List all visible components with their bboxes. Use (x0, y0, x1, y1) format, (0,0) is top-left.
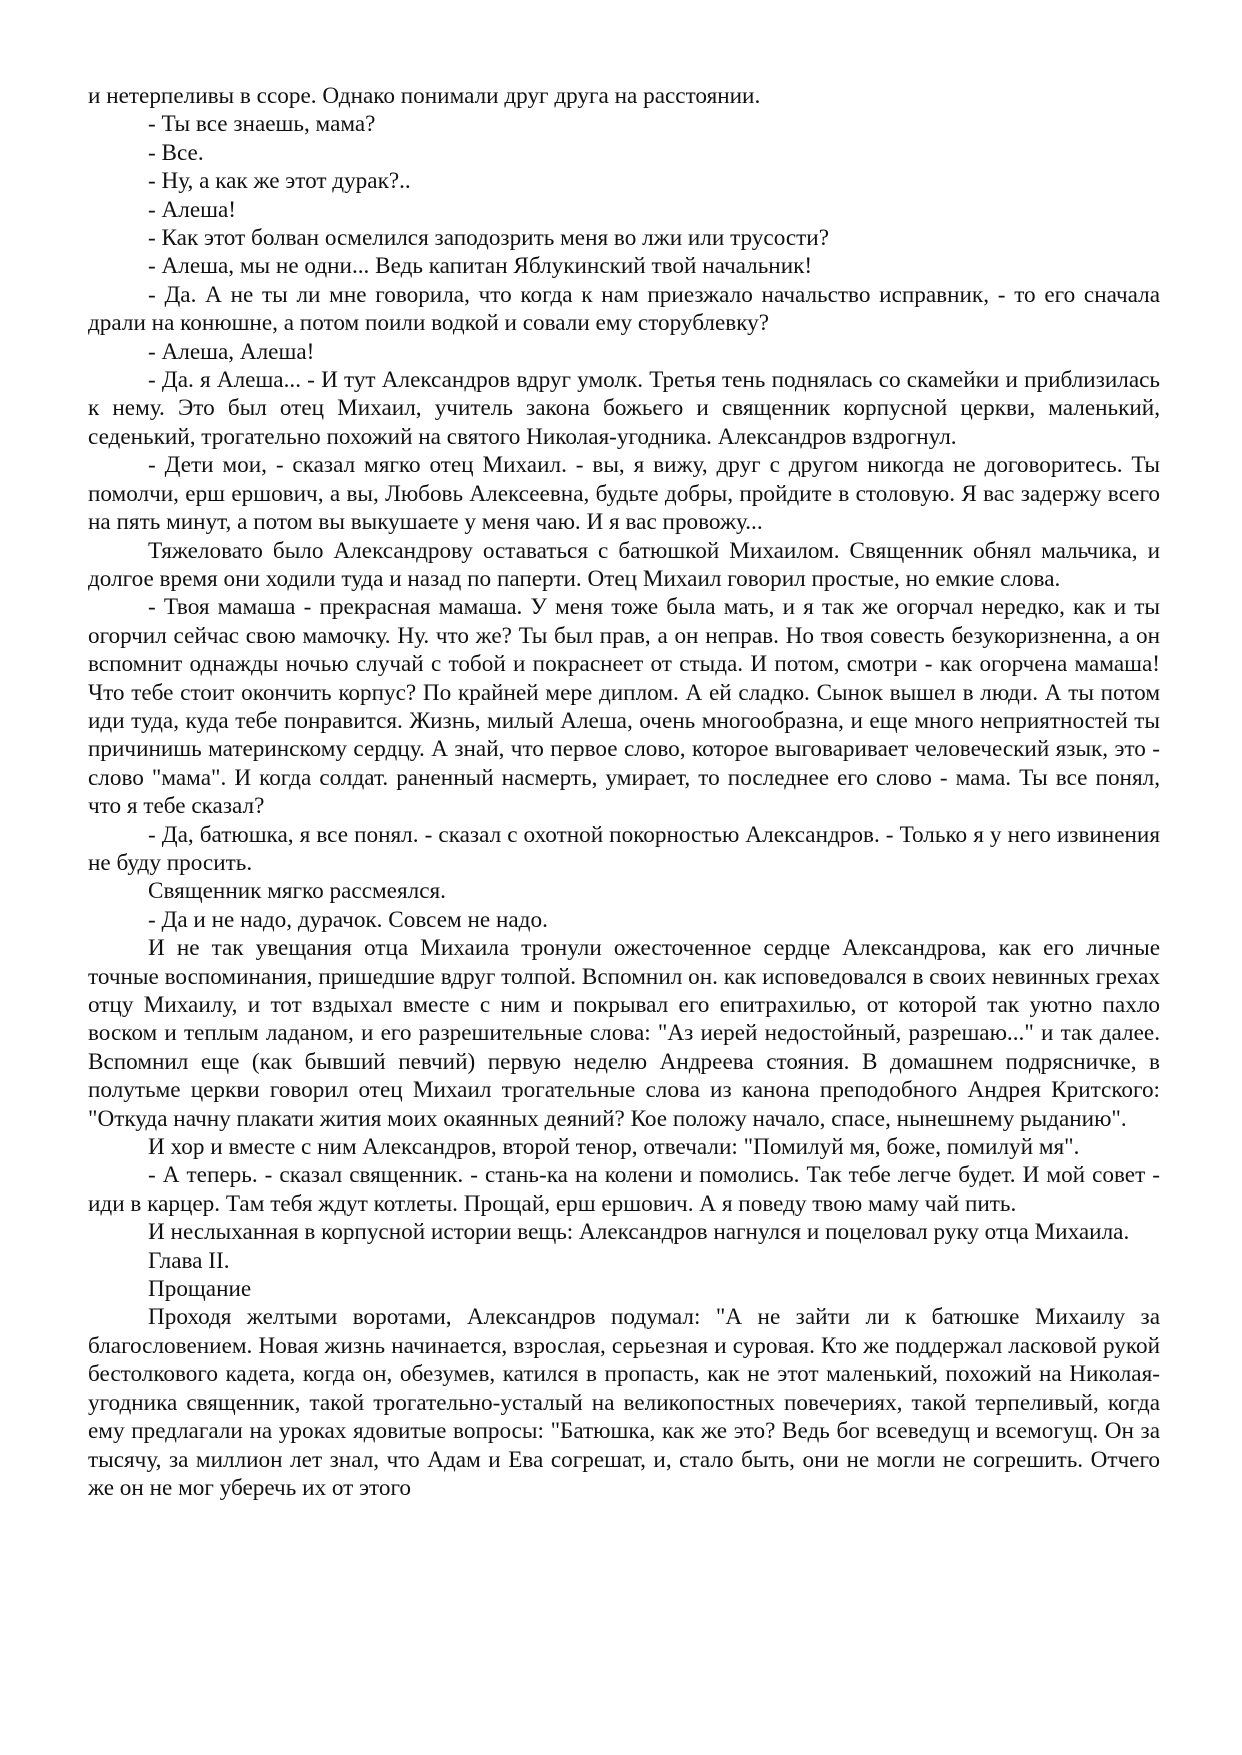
paragraph: И хор и вместе с ним Александров, второй тенор, отвечали: "Помилуй мя, боже, помилуй мя". (148, 1134, 1080, 1161)
dialogue-line: - Ты все знаешь, мама? (148, 111, 376, 138)
paragraph: - Твоя мамаша - прекрасная мамаша. У меня тоже была мать, и я так же огорчал нередко, как и ты огорчил сейчас свою мамочку. Ну. что же? Ты был прав, а он неправ. Но твоя совесть безукоризненна, а он вспомнит однажды ночью случай с тобой и покраснеет от стыда. И потом, смотри - как огорчена мамаша! Что тебе стоит окончить корпус? По крайней мере диплом. А ей сладко. Сынок вышел в люди. А ты потом иди туда, куда тебе понравится. Жизнь, милый Алеша, очень многообразна, и еще много неприятностей ты причинишь материнскому сердцу. А знай, что первое слово, которое выговаривает человеческий язык, это - слово "мама". И когда солдат. раненный насмерть, умирает, то последнее его слово - мама. Ты все понял, что я тебе сказал? (88, 594, 1160, 820)
paragraph: - Да. я Алеша... - И тут Александров вдруг умолк. Третья тень поднялась со скамейки и приблизилась к нему. Это был отец Михаил, учитель закона божьего и священник корпусной церкви, маленький, седенький, трогательно похожий на святого Николая-угодника. Александров вздрогнул. (88, 367, 1160, 450)
document-page (88, 82, 1160, 1502)
paragraph: - А теперь. - сказал священник. - стань-ка на колени и помолись. Так тебе легче будет. И мой совет - иди в карцер. Там тебя ждут котлеты. Прощай, ерш ершович. А я поведу твою маму чай пить. (88, 1162, 1160, 1217)
chapter-heading: Глава II. (148, 1247, 230, 1274)
dialogue-line: - Алеша, мы не одни... Ведь капитан Яблукинский твой начальник! (148, 253, 813, 280)
paragraph: И неслыханная в корпусной истории вещь: Александров нагнулся и поцеловал руку отца Михаила. (148, 1219, 1130, 1246)
paragraph: и нетерпеливы в ссоре. Однако понимали друг друга на расстоянии. (88, 83, 761, 109)
dialogue-line: - Ну, а как же этот дурак?.. (148, 168, 411, 195)
dialogue-line: - Как этот болван осмелился заподозрить меня во лжи или трусости? (148, 225, 829, 252)
paragraph: - Да, батюшка, я все понял. - сказал с охотной покорностью Александров. - Только я у него извинения не буду просить. (88, 821, 1160, 876)
dialogue-line: - Алеша, Алеша! (148, 338, 315, 365)
dialogue-line: - Все. (148, 139, 204, 166)
paragraph: Проходя желтыми воротами, Александров подумал: "А не зайти ли к батюшке Михаилу за благословением. Новая жизнь начинается, взрослая, серьезная и суровая. Кто же поддержал ласковой рукой бестолкового кадета, когда он, обезумев, катился в пропасть, как не этот маленький, похожий на Николая-угодника священник, такой трогательно-усталый на великопостных повечериях, такой терпеливый, когда ему предлагали на уроках ядовитые вопросы: "Батюшка, как же это? Ведь бог всеведущ и всемогущ. Он за тысячу, за миллион лет знал, что Адам и Ева согрешат, и, стало быть, они не могли не согрешить. Отчего же он не мог уберечь их от этого (88, 1304, 1160, 1501)
paragraph: И не так увещания отца Михаила тронули ожесточенное сердце Александрова, как его личные точные воспоминания, пришедшие вдруг толпой. Вспомнил он. как исповедовался в своих невинных грехах отцу Михаилу, и тот вздыхал вместе с ним и покрывал его епитрахилью, от которой так уютно пахло воском и теплым ладаном, и его разрешительные слова: "Аз иерей недостойный, разрешаю..." и так далее. Вспомнил еще (как бывший певчий) первую неделю Андреева стояния. В домашнем подрясничке, в полутьме церкви говорил отец Михаил трогательные слова из канона преподобного Андрея Критского: "Откуда начну плакати жития моих окаянных деяний? Кое положу начало, спасе, нынешнему рыданию". (88, 935, 1160, 1132)
dialogue-line: - Да. А не ты ли мне говорила, что когда к нам приезжало начальство исправник, - то его сначала драли на конюшне, а потом поили водкой и совали ему сторублевку? (88, 281, 1160, 337)
paragraph: - Дети мои, - сказал мягко отец Михаил. - вы, я вижу, друг с другом никогда не договоритесь. Ты помолчи, ерш ершович, а вы, Любовь Алексеевна, будьте добры, пройдите в столовую. Я вас задержу всего на пять минут, а потом вы выкушаете у меня чаю. И я вас провожу... (88, 452, 1160, 536)
dialogue-line: - Алеша! (148, 196, 236, 223)
paragraph: Священник мягко рассмеялся. (148, 878, 446, 905)
chapter-title: Прощание (148, 1276, 252, 1303)
dialogue-line: - Да и не надо, дурачок. Совсем не надо. (148, 906, 548, 933)
paragraph: Тяжеловато было Александрову оставаться с батюшкой Михаилом. Священник обнял мальчика, и долгое время они ходили туда и назад по паперти. Отец Михаил говорил простые, но емкие слова. (88, 537, 1160, 592)
